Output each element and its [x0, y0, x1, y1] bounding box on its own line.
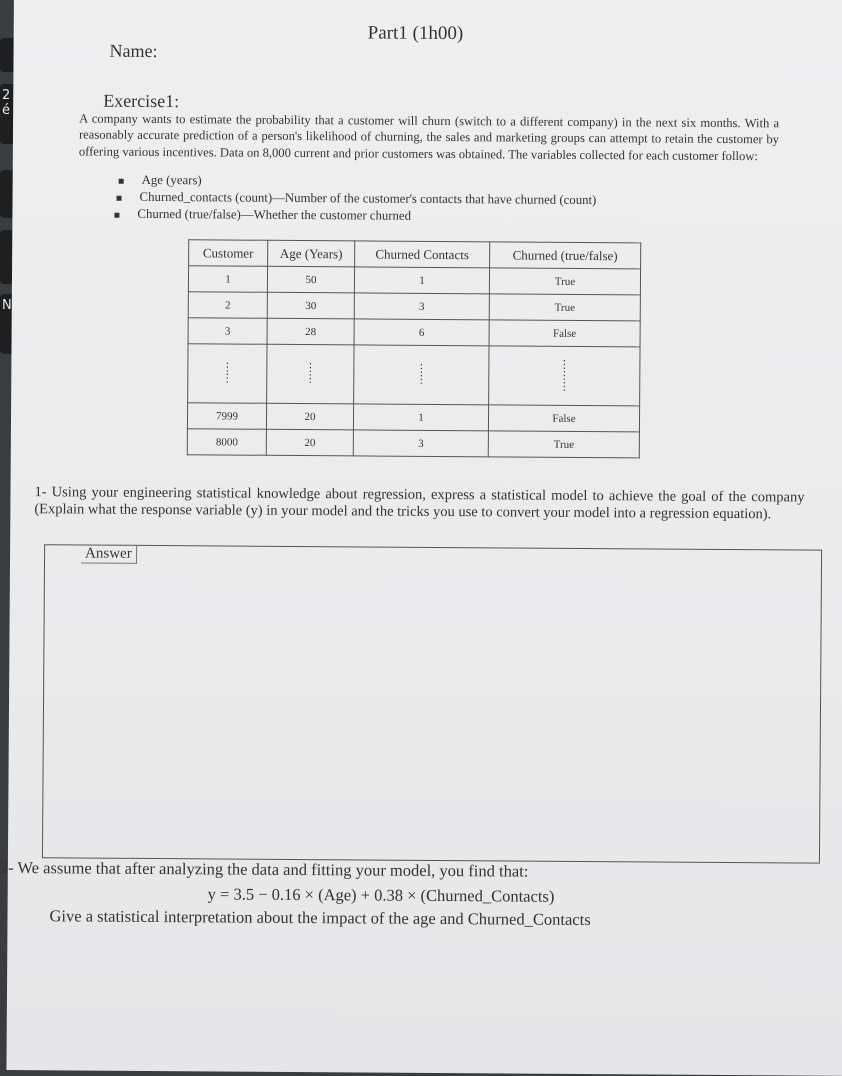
- name-label: Name:: [109, 40, 158, 62]
- variable-list-item: Age (years): [119, 173, 202, 189]
- bullet-icon: [117, 195, 122, 200]
- bullet-icon: [119, 178, 124, 183]
- answer-box[interactable]: [42, 544, 822, 863]
- variable-list-item: Churned (true/false)—Whether the customer churned: [114, 207, 411, 224]
- keyboard-key-label: 2: [2, 88, 11, 103]
- bullet-icon: [114, 212, 119, 217]
- table-header-row: [189, 240, 641, 269]
- table-cell: 6: [354, 319, 489, 346]
- table-cell: 1: [354, 267, 489, 294]
- table-cell: 20: [266, 429, 353, 456]
- table-header-cell: Customer: [189, 240, 268, 267]
- table-cell: True: [488, 431, 639, 458]
- table-row-ellipsis: [188, 344, 640, 406]
- table-header-cell: Churned (true/false): [490, 242, 641, 269]
- question-2-prompt: Give a statistical interpretation about the impact of the age and Churned_Contacts: [49, 906, 591, 930]
- table-cell: 20: [266, 403, 353, 430]
- table-cell: ⋮ ⋮: [354, 345, 489, 405]
- table-cell: False: [489, 320, 640, 347]
- regression-equation: y = 3.5 − 0.16 × (Age) + 0.38 × (Churned_Contacts): [207, 884, 555, 906]
- table-cell: True: [489, 294, 640, 321]
- question-1: 1- Using your engineering statistical knowledge about regression, express a statistical model to achieve the goal of the company (Explain what the response variable (y) in your model and the tricks you use to convert your model into a regression equation).: [34, 484, 805, 523]
- exercise-intro: A company wants to estimate the probability that a customer will churn (switch to a different company) in the next six months. With a reasonably accurate prediction of a person's likelihood of churning, the sales and marketing groups can attempt to retain the customer by offering various incentives. Data on 8,000 current and prior customers was obtained. The variables collected for each customer follow:: [78, 111, 780, 164]
- table-cell: True: [489, 268, 640, 295]
- table-cell: ⋮ ⋮: [267, 344, 354, 404]
- table-cell: 1: [188, 266, 267, 293]
- keyboard-key-label: N: [2, 298, 12, 313]
- variable-list-item: Churned_contacts (count)—Number of the customer's contacts that have churned (count): [117, 190, 597, 208]
- answer-label: Answer: [81, 545, 137, 563]
- table-cell: ⋮ ⋮ ⋮: [489, 346, 640, 406]
- table-cell: 3: [188, 318, 267, 345]
- table-cell: 8000: [187, 429, 266, 456]
- table-row: [187, 429, 639, 458]
- table-cell: 3: [354, 293, 489, 320]
- question-2: 2- We assume that after analyzing the data and fitting your model, you find that:: [0, 857, 529, 881]
- table-cell: 2: [188, 292, 267, 319]
- table-cell: 50: [267, 266, 354, 293]
- table-row: [188, 292, 640, 321]
- table-cell: 1: [353, 404, 488, 431]
- keyboard-key-label: é: [2, 103, 10, 118]
- part-title: Part1 (1h00): [367, 22, 464, 45]
- table-header-cell: Churned Contacts: [355, 241, 490, 268]
- table-row: [188, 318, 640, 347]
- table-cell: ⋮ ⋮: [188, 344, 267, 404]
- table-row: [187, 403, 639, 432]
- table-cell: 30: [267, 292, 354, 319]
- table-header-cell: Age (Years): [268, 240, 355, 267]
- customer-data-table: [187, 239, 641, 458]
- exercise-title: Exercise1:: [103, 90, 180, 112]
- table-cell: 7999: [187, 403, 266, 430]
- table-cell: False: [488, 405, 639, 432]
- table-cell: 28: [267, 318, 354, 345]
- table-row: [188, 266, 640, 295]
- table-cell: 3: [353, 430, 488, 457]
